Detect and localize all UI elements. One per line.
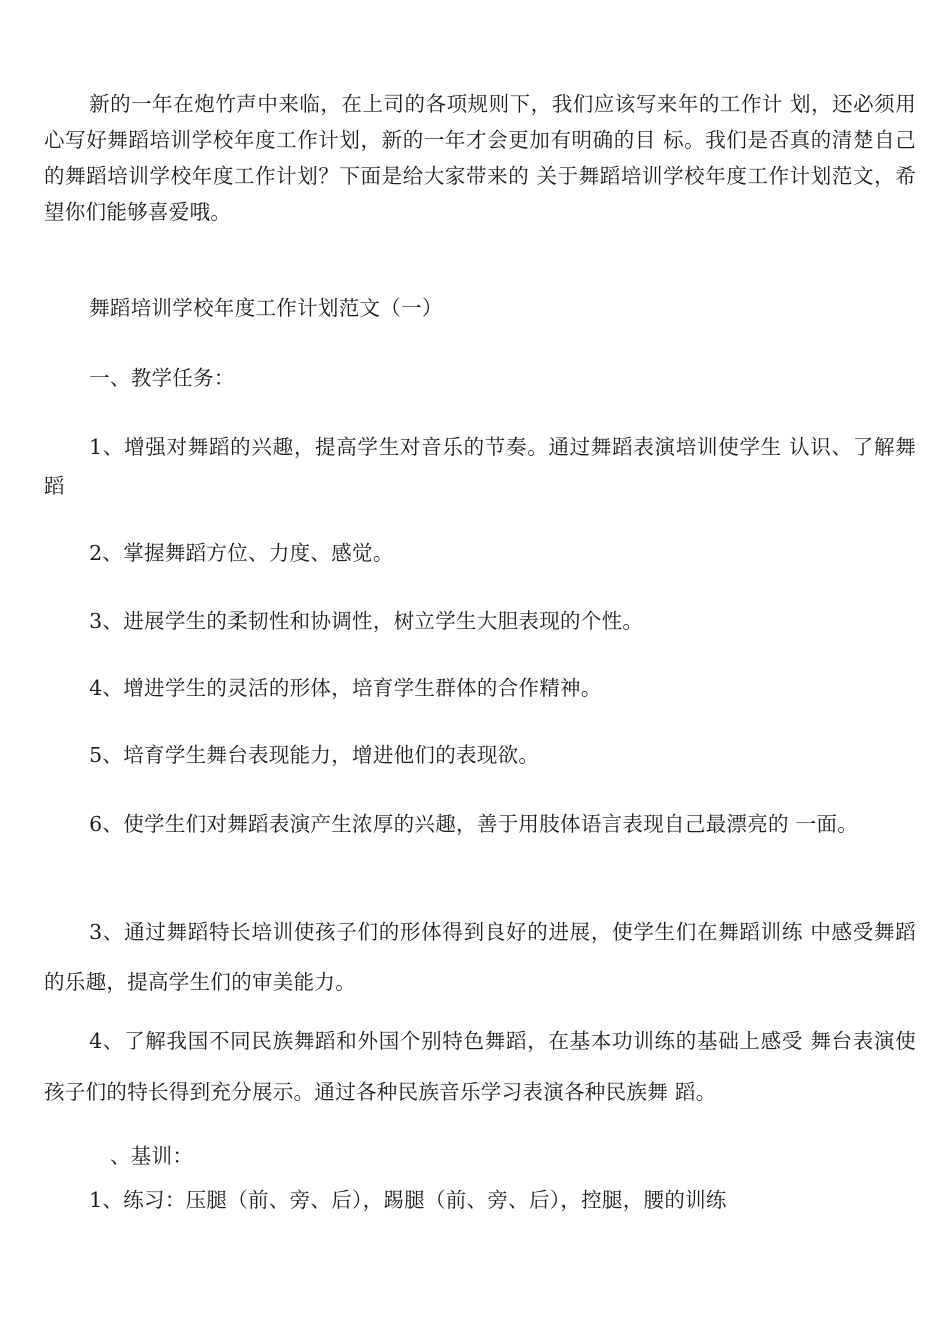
list-item: 6、使学生们对舞蹈表演产生浓厚的兴趣，善于用肢体语言表现自己最漂亮的 一面。 xyxy=(89,812,859,836)
list-item: 4、增进学生的灵活的形体，培育学生群体的合作精神。 xyxy=(89,676,602,700)
list-item: 1、增强对舞蹈的兴趣，提高学生对音乐的节奏。通过舞蹈表演培训使学生 认识、了解舞蹈 xyxy=(44,435,916,498)
intro-paragraph: 新的一年在炮竹声中来临，在上司的各项规则下，我们应该写来年的工作计 划，还必须用心写好舞蹈培训学校年度工作计划，新的一年才会更加有明确的目 标。我们是否真的清楚自己的舞蹈培训学校年度工作计划？下面是给大家带来的 关于舞蹈培训学校年度工作计划范文，希望你们能够喜爱哦。 xyxy=(44,92,916,224)
list-item: 4、了解我国不同民族舞蹈和外国个别特色舞蹈，在基本功训练的基础上感受 舞台表演使孩子们的特长得到充分展示。通过各种民族音乐学习表演各种民族舞 蹈。 xyxy=(44,1029,916,1104)
document-heading: 舞蹈培训学校年度工作计划范文（一） xyxy=(89,296,443,320)
list-item: 5、培育学生舞台表现能力，增进他们的表现欲。 xyxy=(89,743,540,767)
list-item: 3、进展学生的柔韧性和协调性，树立学生大胆表现的个性。 xyxy=(89,609,644,633)
section-heading-teaching-tasks: 一、教学任务： xyxy=(89,366,235,390)
exercise-item: 1、练习：压腿（前、旁、后），踢腿（前、旁、后），控腿，腰的训练 xyxy=(89,1188,727,1212)
section-heading-basic-training: 、基训： xyxy=(110,1144,194,1168)
list-item: 3、通过舞蹈特长培训使孩子们的形体得到良好的进展，使学生们在舞蹈训练 中感受舞蹈的乐趣，提高学生们的审美能力。 xyxy=(44,920,916,994)
list-item: 2、掌握舞蹈方位、力度、感觉。 xyxy=(89,541,394,565)
